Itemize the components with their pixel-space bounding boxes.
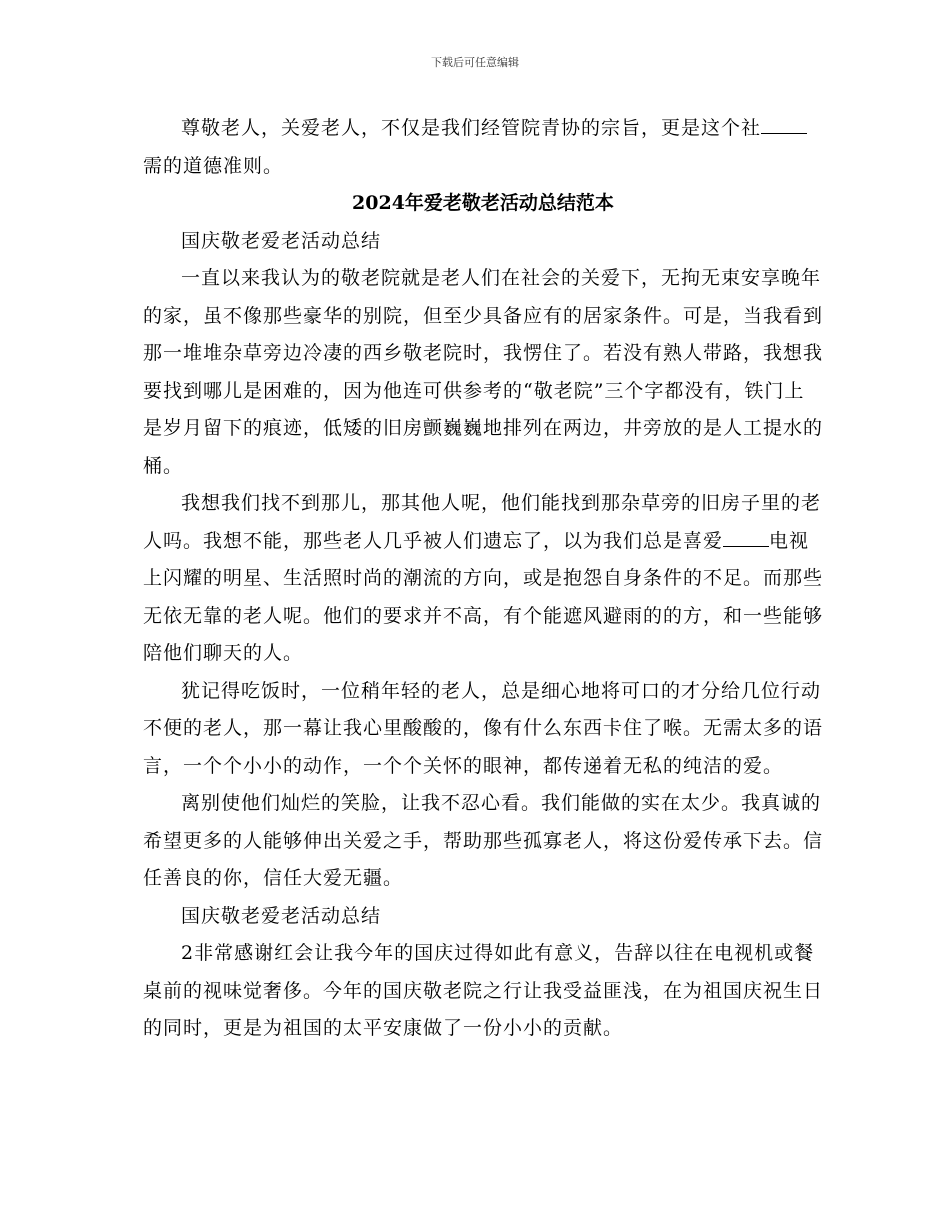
section-1-heading: 国庆敬老爱老活动总结: [181, 229, 382, 252]
document-body: [143, 110, 823, 1048]
blank-underline: [761, 114, 807, 134]
header-note: 下载后可任意编辑: [431, 56, 519, 69]
section-1-paragraph-2-start: 我想我们找不到那儿，那其他人呢，他们能找到那杂草旁的旧房子里的老人吗。我想不能，那些老人几乎被人们遗忘了，以为我们总是喜爱: [143, 492, 822, 552]
section-1-paragraph-2-end: 电视上闪耀的明星、生活照时尚的潮流的方向，或是抱怨自身条件的不足。而那些无依无靠的老人呢。他们的要求并不高，有个能遮风避雨的的方，和一些能够陪他们聊天的人。: [143, 529, 824, 664]
section-2-paragraph-1: 2非常感谢红会让我今年的国庆过得如此有意义，告辞以往在电视机或餐桌前的视味觉奢侈。今年的国庆敬老院之行让我受益匪浅，在为祖国庆祝生日的同时，更是为祖国的太平安康做了一份小小的贡献。: [143, 942, 824, 1039]
section-1-paragraph-1: 一直以来我认为的敬老院就是老人们在社会的关爱下，无拘无束安享晚年的家，虽不像那些豪华的别院，但至少具备应有的居家条件。可是，当我看到那一堆堆杂草旁边冷凄的西乡敬老院时，我愣住了。若没有熟人带路，我想我要找到哪儿是困难的，因为他连可供参考的“敬老院”三个字都没有，铁门上是岁月留下的痕迹，低矮的旧房颤巍巍地排列在两边，井旁放的是人工提水的桶。: [143, 267, 824, 477]
section-1-paragraph-2: [143, 485, 823, 673]
document-title: 2024年爱老敬老活动总结范本: [352, 192, 614, 214]
blank-underline: [723, 527, 769, 547]
intro-line-1: 尊敬老人，关爱老人，不仅是我们经管院青协的宗旨，更是这个: [181, 117, 742, 139]
section-1-paragraph-3: 犹记得吃饭时，一位稍年轻的老人，总是细心地将可口的才分给几位行动不便的老人，那一幕让我心里酸酸的，像有什么东西卡住了喉。无需太多的语言，一个个小小的动作，一个个关怀的眼神，都传递着无私的纯洁的爱。: [143, 679, 824, 777]
intro-line-2-start: 社: [741, 117, 762, 139]
intro-paragraph: [143, 110, 823, 185]
section-2-heading: 国庆敬老爱老活动总结: [181, 904, 382, 927]
section-1-paragraph-4: 离别使他们灿烂的笑脸，让我不忍心看。我们能做的实在太少。我真诚的希望更多的人能够伸出关爱之手，帮助那些孤寡老人，将这份爱传承下去。信任善良的你，信任大爱无疆。: [143, 792, 824, 889]
intro-line-2-end: 需的道德准则。: [143, 154, 284, 177]
